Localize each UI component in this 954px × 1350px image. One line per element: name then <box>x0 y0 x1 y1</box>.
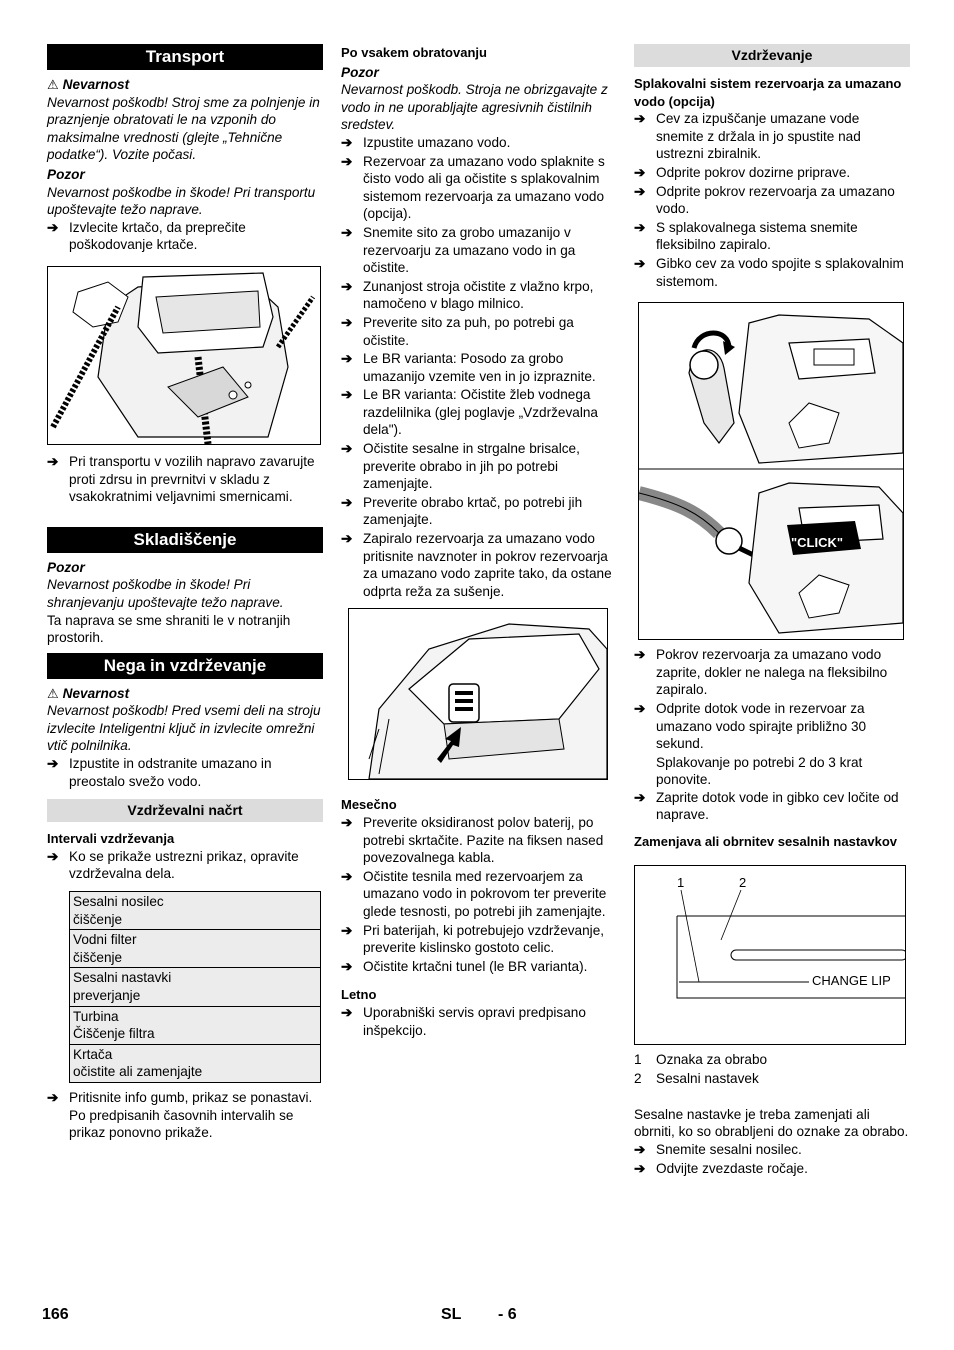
arrow-icon: ➔ <box>634 1160 646 1176</box>
monthly-title: Mesečno <box>341 797 397 813</box>
arrow-icon: ➔ <box>341 134 353 150</box>
list-item: ➔ Očistite sesalne in strgalne brisalce, preverite obrabo in jih po potrebi zamenjajte. <box>341 441 580 492</box>
column-left <box>47 44 323 1143</box>
table-row: Turbina Čiščenje filtra <box>70 1006 321 1044</box>
arrow-icon: ➔ <box>634 219 646 235</box>
arrow-icon: ➔ <box>341 387 353 403</box>
machine-strap-illustration <box>48 267 320 444</box>
list-item: ➔ Preverite sito za puh, po potrebi ga očistite. <box>341 314 574 348</box>
figure-tank-lid <box>348 608 608 780</box>
arrow-icon: ➔ <box>341 441 353 457</box>
change-lip-label: CHANGE LIP <box>812 972 891 988</box>
caution-label: Pozor <box>47 559 85 575</box>
caution-text: Nevarnost poškodbe in škode! Pri shranjevanju upoštevajte težo naprave. <box>47 577 284 610</box>
subsection-title-maintenance: Vzdrževanje <box>634 44 910 67</box>
section-title-care: Nega in vzdrževanje <box>47 653 323 679</box>
arrow-icon: ➔ <box>634 255 646 271</box>
list-item: ➔ Odprite dotok vode in rezervoar za umazano vodo spirajte približno 30 sekund. <box>634 700 867 752</box>
section-title-transport: Transport <box>47 44 323 70</box>
list-item: ➔ Snemite sesalni nosilec. <box>634 1142 802 1158</box>
list-item: ➔ Pri transportu v vozilih napravo zavarujte proti zdrsu in prevrnitvi v skladu z vsakokratnimi veljavnimi smernicami. <box>47 453 315 505</box>
arrow-icon: ➔ <box>341 868 353 884</box>
page-subnumber: - 6 <box>498 1306 517 1323</box>
replace-text: Sesalne nastavke je treba zamenjati ali obrniti, ko so obrabljeni do oznake za obrabo. <box>634 1106 909 1140</box>
arrow-icon: ➔ <box>47 848 59 864</box>
list-item: ➔ Cev za izpuščanje umazane vode snemite z držala in jo spustite nad ustrezni zbiralnik. <box>634 111 861 162</box>
wear-mark-illustration <box>635 866 905 1044</box>
legend-item: 2 Sesalni nastavek <box>634 1071 759 1087</box>
danger-text: Nevarnost poškodb! Pred vsemi deli na stroju izvlecite Inteligentni ključ in izvlecite omrežni vtič polnilnika. <box>47 703 321 754</box>
danger-label: ⚠ Nevarnost <box>47 77 130 92</box>
intervals-title: Intervali vzdrževanja <box>47 831 175 847</box>
arrow-icon: ➔ <box>341 351 353 367</box>
replace-lips-title: Zamenjava ali obrnitev sesalnih nastavkov <box>634 834 898 850</box>
table-row: Vodni filter čiščenje <box>70 930 321 968</box>
table-row: Sesalni nastavki preverjanje <box>70 968 321 1006</box>
tank-lid-illustration <box>349 609 607 779</box>
list-item: ➔ Zunanjost stroja očistite z vlažno krpo, namočeno v blago milnico. <box>341 278 594 312</box>
yearly-steps <box>341 1004 615 1039</box>
arrow-icon: ➔ <box>47 756 59 772</box>
list-item: ➔ Pri baterijah, ki potrebujejo vzdrževanje, preverite kislinsko gostoto celic. <box>341 922 605 956</box>
storage-text: Ta naprava se sme shraniti le v notranjih prostorih. <box>47 612 291 646</box>
arrow-icon: ➔ <box>634 700 646 716</box>
arrow-icon: ➔ <box>341 494 353 510</box>
arrow-icon: ➔ <box>341 1004 353 1020</box>
list-item: ➔ Izpustite in odstranite umazano in preostalo svežo vodo. <box>47 756 272 789</box>
list-item: ➔ Gibko cev za vodo spojite s splakovalnim sistemom. <box>634 255 904 289</box>
list-item: ➔ Le BR varianta: Očistite žleb vodnega razdelilnika (glej poglavje „Vzdrževalna dela"). <box>341 387 598 438</box>
arrow-icon: ➔ <box>341 922 353 938</box>
page-number: 166 <box>42 1306 69 1323</box>
click-label: "CLICK" <box>791 535 844 551</box>
danger-text: Nevarnost poškodb! Stroj sme za polnjenje in praznjenje obratovati le na vzponih do maksimalne vrednosti (glejte „Tehnične podatke“). Vozite počasi. <box>47 94 320 163</box>
list-item: ➔ Izpustite umazano vodo. <box>341 134 511 150</box>
flush-repeat-text: Splakovanje po potrebi 2 do 3 krat ponovite. <box>656 754 863 788</box>
list-item: ➔ Pritisnite info gumb, prikaz se ponastavi. Po predpisanih časovnih intervalih se prikaz ponovno prikaže. <box>47 1089 313 1141</box>
warning-icon: ⚠ <box>47 685 59 701</box>
list-item: ➔ Odprite pokrov dozirne priprave. <box>634 164 851 180</box>
list-item: ➔ Snemite sito za grobo umazanijo v rezervoarju za umazano vodo in ga očistite. <box>341 224 576 276</box>
table-row: Sesalni nosilec čiščenje <box>70 892 321 930</box>
list-item: ➔ Preverite oksidiranost polov baterij, po potrebi skrtačite. Pazite na fiksen nased povezovalnega kabla. <box>341 815 604 866</box>
arrow-icon: ➔ <box>47 453 59 469</box>
list-item: ➔ Očistite tesnila med rezervoarjem za umazano vodo in pokrovom ter preverite glede tesnosti, po potrebi jih zamenjajte. <box>341 868 607 919</box>
replace-steps <box>634 1141 910 1177</box>
caution-label: Pozor <box>47 166 85 182</box>
language-code: SL <box>441 1306 462 1323</box>
arrow-icon: ➔ <box>341 958 353 974</box>
flush-connection-illustration <box>639 303 903 639</box>
list-item: ➔ Ko se prikaže ustrezni prikaz, opravite vzdrževalna dela. <box>47 848 299 882</box>
list-item: ➔ Očistite krtačni tunel (le BR varianta). <box>341 958 588 974</box>
list-item: ➔ Zapiralo rezervoarja za umazano vodo pritisnite navznoter in pokrov rezervoarja za umazano vodo zaprite tako, da ostane odprta reža za sušenje. <box>341 531 612 599</box>
arrow-icon: ➔ <box>634 1142 646 1158</box>
column-middle <box>341 44 615 1040</box>
monthly-steps <box>341 814 615 975</box>
maintenance-table <box>69 891 321 1083</box>
figure-flush-system <box>638 302 904 640</box>
list-item: ➔ Uporabniški servis opravi predpisano inšpekcijo. <box>341 1004 586 1038</box>
arrow-icon: ➔ <box>341 224 353 240</box>
subsection-title-maintenance-plan: Vzdrževalni načrt <box>47 799 323 822</box>
list-item: ➔ Pokrov rezervoarja za umazano vodo zaprite, dokler ne nalega na fleksibilno zapiralo. <box>634 647 888 698</box>
arrow-icon: ➔ <box>634 183 646 199</box>
figure-wear-mark <box>634 865 906 1045</box>
list-item: ➔ S splakovalnega sistema snemite fleksibilno zapiralo. <box>634 219 858 253</box>
list-item: ➔ Zaprite dotok vode in gibko cev ločite od naprave. <box>634 789 899 823</box>
arrow-icon: ➔ <box>47 1089 59 1105</box>
after-operation-steps <box>341 134 615 600</box>
section-title-storage: Skladiščenje <box>47 527 323 553</box>
list-item: ➔ Odprite pokrov rezervoarja za umazano vodo. <box>634 183 895 217</box>
arrow-icon: ➔ <box>341 815 353 830</box>
flush-system-title: Splakovalni sistem rezervoarja za umazano vodo (opcija) <box>634 76 902 109</box>
figure-number-1: 1 <box>677 874 685 890</box>
arrow-icon: ➔ <box>341 278 353 294</box>
legend-item: 1 Oznaka za obrabo <box>634 1051 768 1067</box>
arrow-icon: ➔ <box>47 219 59 235</box>
caution-label: Pozor <box>341 64 379 80</box>
caution-text: Nevarnost poškodb. Stroja ne obrizgavajte z vodo in ne uporabljajte agresivnih čistilnih sredstev. <box>341 82 608 133</box>
table-row: Krtača očistite ali zamenjajte <box>70 1044 321 1082</box>
list-item: ➔ Odvijte zvezdaste ročaje. <box>634 1160 808 1176</box>
danger-label: ⚠ Nevarnost <box>47 685 130 701</box>
warning-icon: ⚠ <box>47 77 59 92</box>
figure-number-2: 2 <box>739 874 747 890</box>
arrow-icon: ➔ <box>634 111 646 127</box>
list-item: ➔ Rezervoar za umazano vodo splaknite s čisto vodo ali ga očistite s splakovalnim sistemom rezervoarja za umazano vodo (opcija). <box>341 153 605 222</box>
arrow-icon: ➔ <box>634 164 646 180</box>
arrow-icon: ➔ <box>341 153 353 169</box>
yearly-title: Letno <box>341 987 377 1003</box>
list-item: ➔ Preverite obrabo krtač, po potrebi jih zamenjajte. <box>341 494 583 528</box>
arrow-icon: ➔ <box>341 531 353 547</box>
column-right <box>634 44 910 1178</box>
arrow-icon: ➔ <box>341 314 353 330</box>
list-item: ➔ Le BR varianta: Posodo za grobo umazanijo vzemite ven in jo izpraznite. <box>341 351 596 384</box>
arrow-icon: ➔ <box>634 647 646 663</box>
caution-text: Nevarnost poškodbe in škode! Pri transportu upoštevajte težo naprave. <box>47 184 316 218</box>
figure-transport-strapping <box>47 266 321 445</box>
list-item: ➔ Izvlecite krtačo, da preprečite poškodovanje krtače. <box>47 219 246 253</box>
after-operation-title: Po vsakem obratovanju <box>341 45 487 60</box>
arrow-icon: ➔ <box>634 789 646 805</box>
flush-steps <box>634 110 910 290</box>
